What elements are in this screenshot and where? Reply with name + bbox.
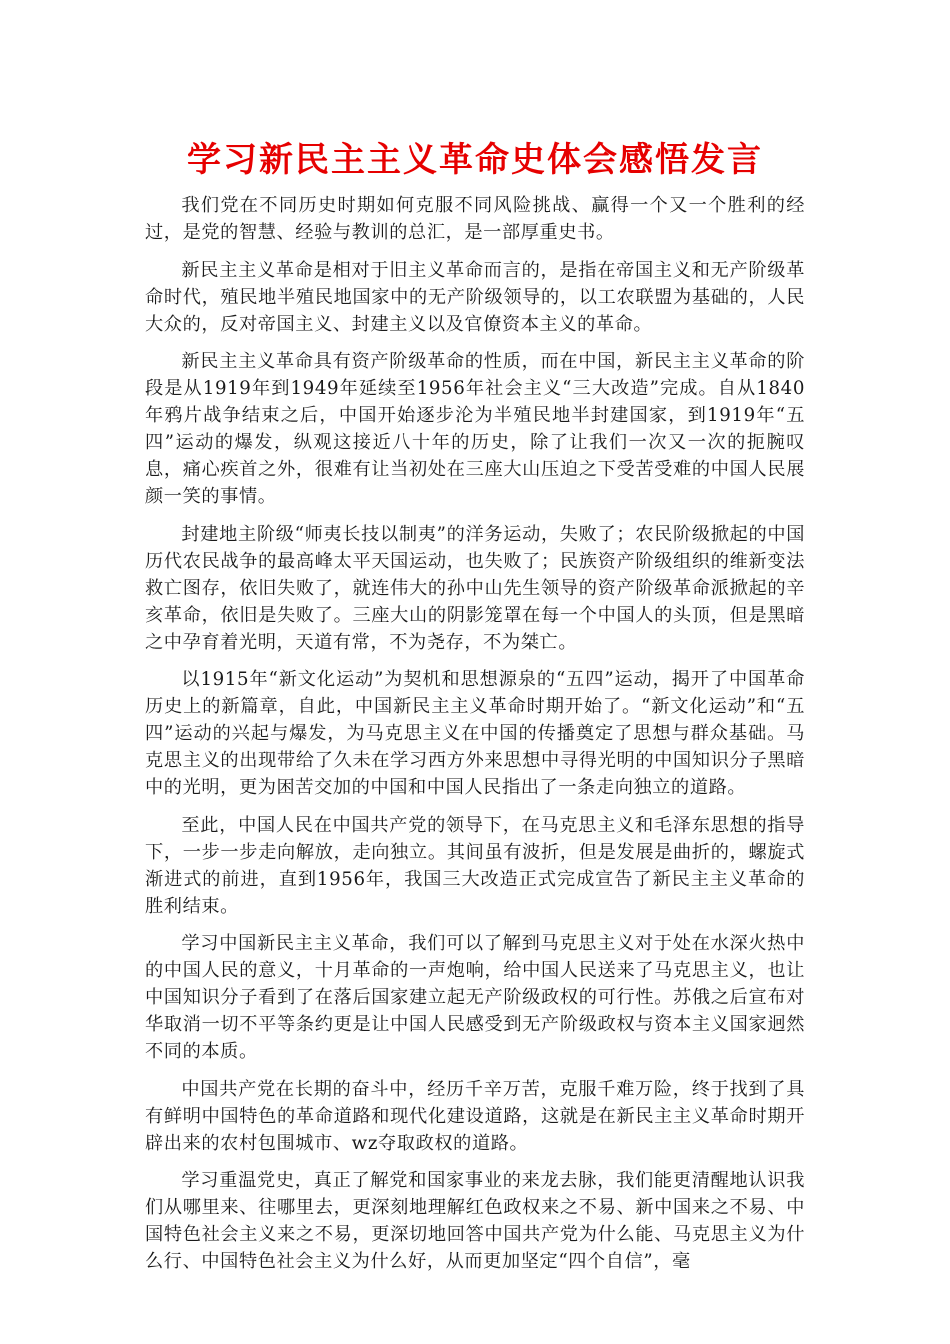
paragraph: 学习重温党史，真正了解党和国家事业的来龙去脉，我们能更清醒地认识我们从哪里来、往哪里去，更深刻地理解红色政权来之不易、新中国来之不易、中国特色社会主义来之不易，更深切地回答中国共产党为什么能、马克思主义为什么行、中国特色社会主义为什么好，从而更加坚定“四个自信”，毫 bbox=[145, 1170, 805, 1272]
paragraph: 至此，中国人民在中国共产党的领导下，在马克思主义和毛泽东思想的指导下，一步一步走向解放，走向独立。其间虽有波折，但是发展是曲折的，螺旋式渐进式的前进，直到1956年，我国三大改造正式完成宣告了新民主主义革命的胜利结束。 bbox=[145, 814, 805, 917]
paragraph: 新民主主义革命具有资产阶级革命的性质，而在中国，新民主主义革命的阶段是从1919年到1949年延续至1956年社会主义“三大改造”完成。自从1840年鸦片战争结束之后，中国开始逐步沦为半殖民地半封建国家，到1919年“五四”运动的爆发，纵观这接近八十年的历史，除了让我们一次又一次的扼腕叹息，痛心疾首之外，很难有让当初处在三座大山压迫之下受苦受难的中国人民展颜一笑的事情。 bbox=[145, 351, 805, 507]
paragraph: 学习中国新民主主义革命，我们可以了解到马克思主义对于处在水深火热中的中国人民的意义，十月革命的一声炮响，给中国人民送来了马克思主义，也让中国知识分子看到了在落后国家建立起无产阶级政权的可行性。苏俄之后宣布对华取消一切不平等条约更是让中国人民感受到无产阶级政权与资本主义国家迥然不同的本质。 bbox=[145, 933, 805, 1062]
paragraph: 封建地主阶级“师夷长技以制夷”的洋务运动，失败了；农民阶级掀起的中国历代农民战争的最高峰太平天国运动，也失败了；民族资产阶级组织的维新变法救亡图存，依旧失败了，就连伟大的孙中山先生领导的资产阶级革命派掀起的辛亥革命，依旧是失败了。三座大山的阴影笼罩在每一个中国人的头顶，但是黑暗之中孕育着光明，天道有常，不为尧存，不为桀亡。 bbox=[145, 523, 805, 653]
paragraph: 中国共产党在长期的奋斗中，经历千辛万苦，克服千难万险，终于找到了具有鲜明中国特色的革命道路和现代化建设道路，这就是在新民主主义革命时期开辟出来的农村包围城市、wz夺取政权的道路。 bbox=[145, 1078, 805, 1154]
document-body bbox=[145, 192, 805, 1286]
paragraph: 我们党在不同历史时期如何克服不同风险挑战、赢得一个又一个胜利的经过，是党的智慧、经验与教训的总汇，是一部厚重史书。 bbox=[145, 195, 805, 243]
paragraph: 新民主主义革命是相对于旧主义革命而言的，是指在帝国主义和无产阶级革命时代，殖民地半殖民地国家中的无产阶级领导的，以工农联盟为基础的，人民大众的，反对帝国主义、封建主义以及官僚资本主义的革命。 bbox=[145, 259, 805, 335]
document-title: 学习新民主主义革命史体会感悟发言 bbox=[187, 140, 763, 180]
paragraph: 以1915年“新文化运动”为契机和思想源泉的“五四”运动，揭开了中国革命历史上的新篇章，自此，中国新民主主义革命时期开始了。“新文化运动”和“五四”运动的兴起与爆发，为马克思主义在中国的传播奠定了思想与群众基础。马克思主义的出现带给了久未在学习西方外来思想中寻得光明的中国知识分子黑暗中的光明，更为困苦交加的中国和中国人民指出了一条走向独立的道路。 bbox=[145, 669, 805, 798]
